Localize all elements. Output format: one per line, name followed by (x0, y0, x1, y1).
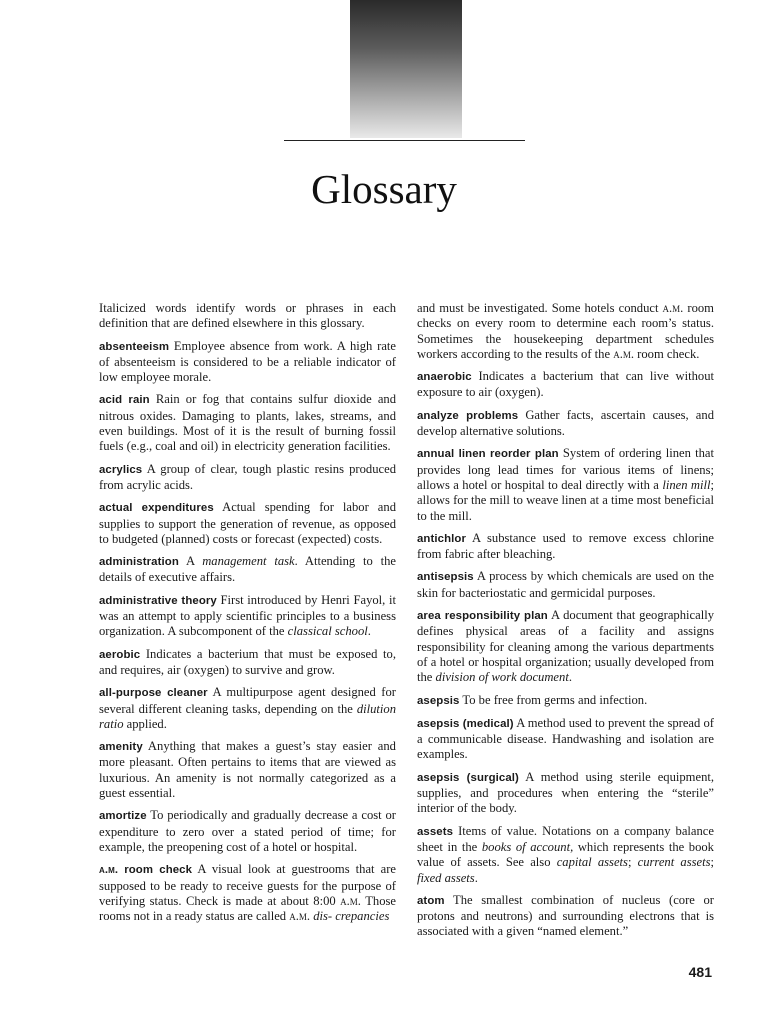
glossary-definition: and must be investigated. Some hotels conduct (417, 301, 659, 315)
glossary-entry (99, 392, 396, 454)
glossary-entry (417, 408, 714, 440)
cross-reference: current assets (637, 855, 711, 870)
glossary-entry (99, 500, 396, 547)
glossary-entry (417, 608, 714, 685)
glossary-definition: Indicates a bacterium that must be exposed to, and requires, air (oxygen) to survive and grow. (99, 646, 396, 677)
glossary-entry (417, 770, 714, 817)
glossary-intro: Italicized words identify words or phrases in each definition that are defined elsewhere in this glossary. (99, 301, 396, 331)
glossary-definition: . (474, 870, 478, 885)
glossary-column-left (99, 301, 396, 931)
glossary-entry (417, 531, 714, 563)
glossary-term: analyze problems (417, 409, 519, 422)
glossary-definition: room checks on every room to determine each room’s status. Sometimes the housekeeping department schedules workers according to the results of the (417, 301, 714, 361)
glossary-entry (99, 862, 396, 924)
glossary-definition: Anything that makes a guest’s stay easier and more pleasant. Often pertains to items that are viewed as luxurious. An amenity is not normally categorized as a guest essential. (99, 739, 396, 801)
glossary-term: annual linen reorder plan (417, 448, 559, 461)
cross-reference: fixed assets (417, 870, 475, 885)
glossary-definition: A process by which chemicals are used on the skin for bacteriostatic and germicidal purposes. (417, 569, 714, 600)
cross-reference: capital assets (556, 855, 628, 870)
glossary-definition: First introduced by Henri Fayol, it was an attempt to apply scientific principles to a business organization. A subcomponent of the (99, 592, 396, 639)
glossary-definition: System of ordering linen that provides long lead times for various items of linens; allows a hotel or hospital to deal directly with a (417, 446, 714, 492)
small-caps-abbrev: a.m. (662, 301, 684, 315)
glossary-term: atom (417, 894, 445, 907)
glossary-definition: A document that geographically defines physical areas of a facility and assigns responsibility for cleaning among the various departments of a hotel or hospital organization; usually developed from the (417, 608, 714, 685)
glossary-entry (417, 893, 714, 940)
glossary-term: area responsibility plan (417, 610, 548, 623)
glossary-definition: . Attending to the details of executive affairs. (99, 554, 396, 585)
glossary-term: anaerobic (417, 371, 472, 384)
glossary-definition: To be free from germs and infection. (462, 692, 648, 707)
glossary-definition: A substance used to remove excess chlorine from fabric after bleaching. (417, 530, 714, 562)
glossary-entry (417, 716, 714, 763)
title-rule (284, 140, 525, 141)
glossary-entry (417, 369, 714, 401)
glossary-entry (99, 339, 396, 386)
glossary-term: amortize (99, 810, 147, 823)
glossary-definition: room check. (637, 346, 700, 361)
glossary-term: antichlor (417, 532, 466, 545)
glossary-entry (417, 693, 714, 709)
glossary-definition: Gather facts, ascertain causes, and develop alternative solutions. (417, 407, 714, 439)
glossary-definition: Indicates a bacterium that can live without exposure to air (oxygen). (417, 369, 715, 400)
glossary-term: administrative theory (99, 594, 217, 607)
glossary-entry (417, 569, 714, 601)
glossary-term: asepsis (417, 694, 460, 707)
cross-reference: management task (202, 554, 295, 569)
glossary-entry (99, 739, 396, 801)
glossary-term: aerobic (99, 648, 141, 661)
glossary-term: antisepsis (417, 571, 474, 584)
glossary-entry (417, 446, 714, 523)
glossary-definition: A multipurpose agent designed for several different cleaning tasks, depending on the (99, 685, 396, 716)
small-caps-abbrev: a.m. (613, 346, 635, 361)
glossary-definition: Actual spending for labor and supplies to support the generation of revenue, as opposed to budgeted (planned) costs or forecast (expected) costs. (99, 500, 396, 546)
glossary-term: acrylics (99, 463, 143, 476)
glossary-definition: Items of value. Notations on a company balance sheet in the (417, 823, 714, 854)
glossary-term: acid rain (99, 394, 150, 407)
cross-reference: division of work document (435, 670, 569, 685)
glossary-definition: which represents the book value of assets. See also (417, 839, 714, 870)
glossary-definition: To periodically and gradually decrease a cost or expenditure to zero over a stated period of time; for example, the preopening cost of a hotel or hospital. (99, 808, 397, 854)
glossary-entry-continued (417, 301, 714, 362)
page-number: 481 (688, 964, 712, 980)
glossary-column-right (417, 301, 714, 947)
page-title: Glossary (311, 166, 457, 212)
glossary-entry (99, 593, 396, 640)
glossary-definition: A method used to prevent the spread of a communicable disease. Handwashing and isolation are examples. (417, 715, 714, 762)
glossary-term: absenteeism (99, 340, 170, 353)
glossary-entry (417, 824, 714, 886)
glossary-definition: . (568, 670, 572, 685)
cross-reference: linen mill (662, 477, 711, 492)
glossary-entry (99, 554, 396, 586)
separator: ; (627, 855, 632, 870)
glossary-definition: Those rooms not in a ready status are called (99, 893, 397, 924)
glossary-definition: . (367, 624, 371, 639)
separator: ; (710, 855, 715, 870)
glossary-definition: A (185, 554, 195, 569)
glossary-definition: Rain or fog that contains sulfur dioxide and nitrous oxides. Damaging to plants, lakes, streams, and even buildings. Most of it is the result of burning fossil fuels (e.g., coal and oil) in electricity generation facilities. (99, 392, 397, 454)
glossary-term: actual expenditures (99, 502, 214, 515)
cross-reference: dilution ratio (99, 701, 397, 731)
chapter-tab-gradient (350, 0, 462, 138)
glossary-term: amenity (99, 741, 143, 754)
glossary-entry (99, 808, 396, 855)
small-caps-abbrev: a.m. (289, 909, 311, 924)
glossary-definition: The smallest combination of nucleus (core or protons and neutrons) and surrounding electrons that is associated with a given “named element.” (417, 892, 714, 939)
glossary-term: asepsis (surgical) (417, 771, 519, 784)
small-caps-abbrev: a.m. (340, 893, 361, 908)
glossary-term: asepsis (medical) (417, 717, 514, 730)
glossary-entry (99, 462, 396, 494)
glossary-entry (99, 685, 396, 732)
cross-reference: dis- crepancies (313, 909, 390, 924)
glossary-definition: applied. (126, 716, 167, 731)
cross-reference: books of account, (481, 839, 574, 854)
glossary-definition: A group of clear, tough plastic resins produced from acrylic acids. (99, 461, 396, 492)
glossary-definition: ; allows for the mill to weave linen at a time most beneficial to the mill. (417, 477, 715, 523)
glossary-definition: A visual look at guestrooms that are supposed to be ready to receive guests for the purpose of verifying status. Check is made at about 8:00 (99, 862, 396, 908)
glossary-term: room check (124, 864, 193, 877)
glossary-term-prefix: a.m. (99, 864, 119, 877)
glossary-entry (99, 647, 396, 679)
cross-reference: classical school (287, 624, 368, 639)
glossary-term: all-purpose cleaner (99, 687, 208, 700)
glossary-definition: A method using sterile equipment, supplies, and procedures when entering the “sterile” interior of the body. (417, 769, 715, 816)
glossary-term: administration (99, 556, 179, 569)
glossary-definition: Employee absence from work. A high rate of absenteeism is considered to be a reliable indicator of low employee morale. (99, 338, 397, 385)
glossary-term: assets (417, 825, 454, 838)
